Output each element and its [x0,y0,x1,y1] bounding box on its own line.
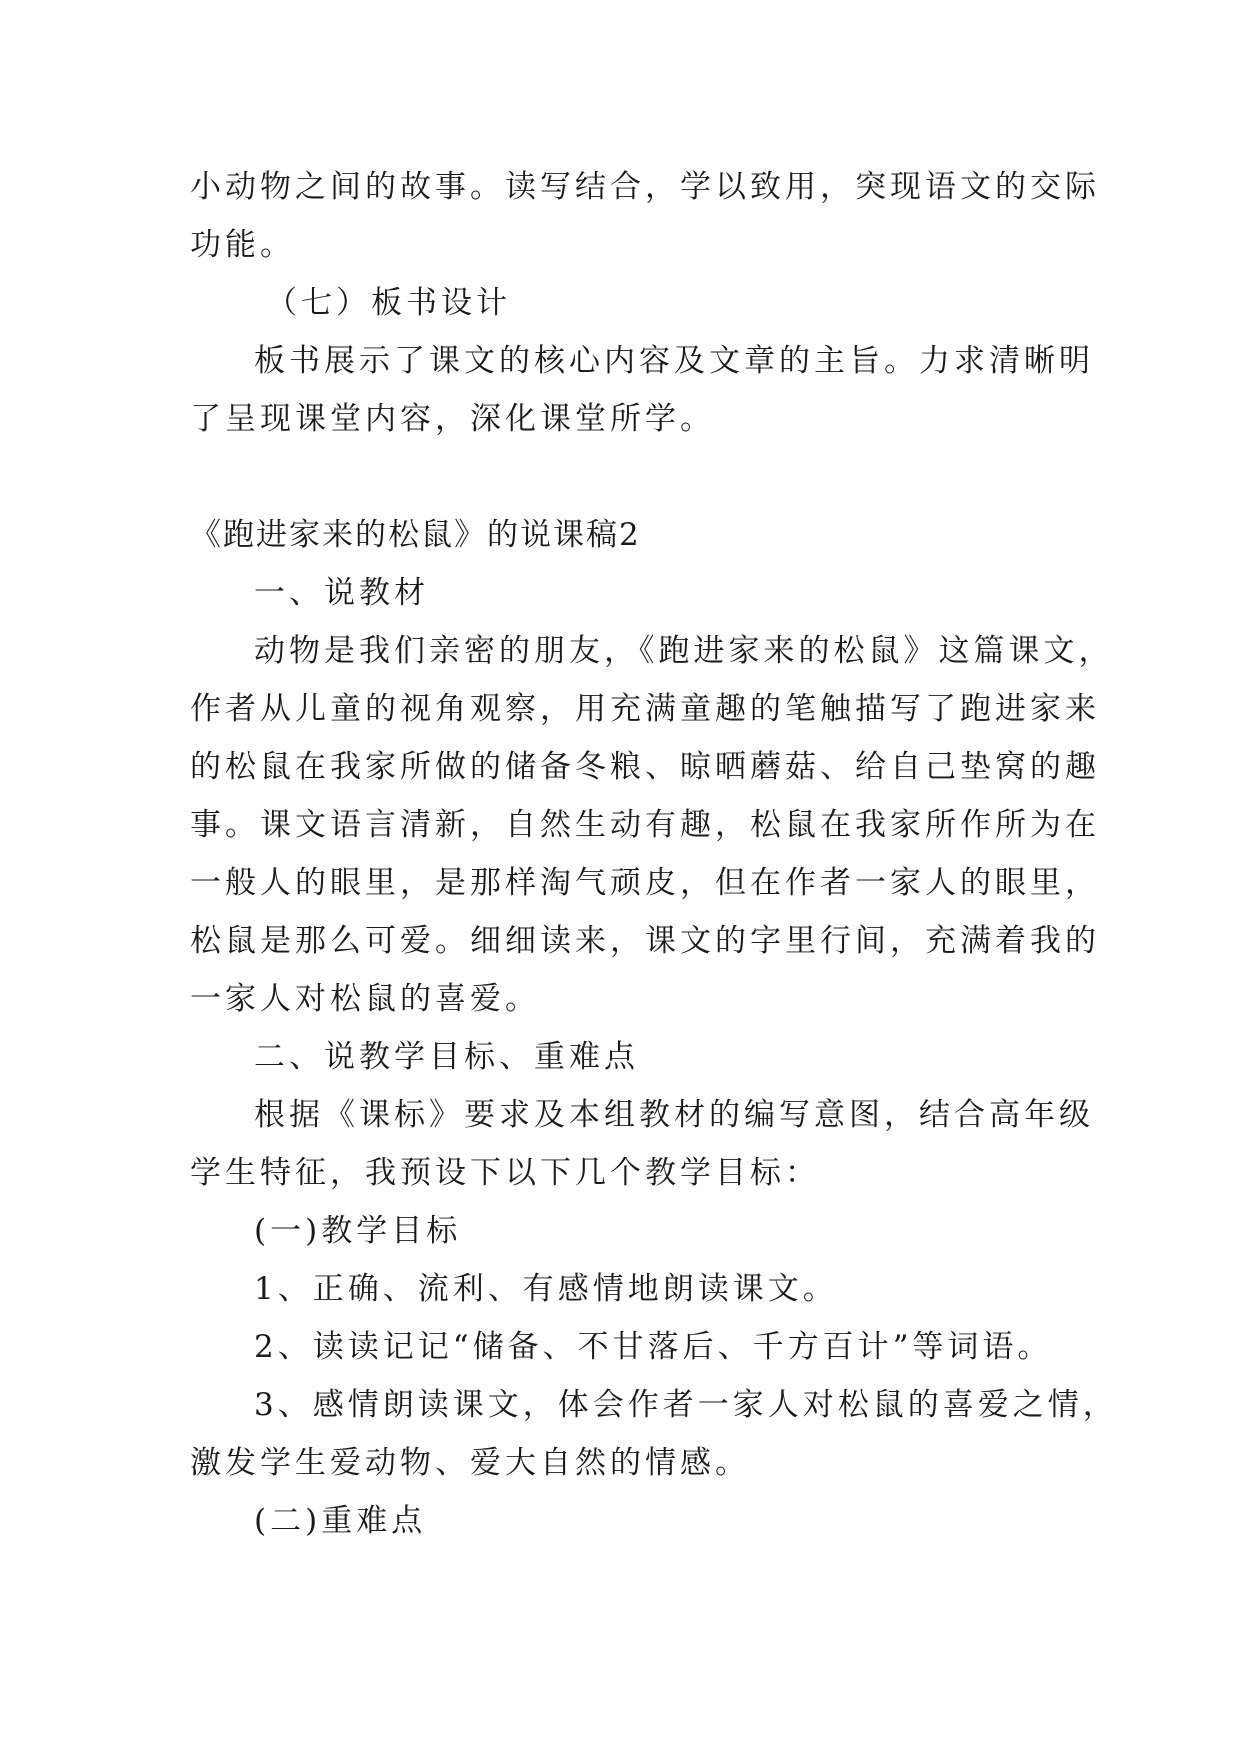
paragraph-line: 根据《课标》要求及本组教材的编写意图，结合高年级 [254,1097,1094,1133]
section-heading: （七）板书设计 [266,285,511,321]
subsection-heading: (一)教学目标 [254,1213,462,1249]
paragraph-line: 作者从儿童的视角观察，用充满童趣的笔触描写了跑进家来 [190,691,1100,727]
subsection-heading: (二)重难点 [254,1503,427,1539]
paragraph-line: 功能。 [190,227,295,263]
paragraph-line: 学生特征，我预设下以下几个教学目标： [190,1155,820,1191]
paragraph-line: 小动物之间的故事。读写结合，学以致用，突现语文的交际 [190,169,1100,205]
paragraph-line: 了呈现课堂内容，深化课堂所学。 [190,401,715,437]
section-heading: 二、说教学目标、重难点 [254,1039,639,1075]
paragraph-line: 一家人对松鼠的喜爱。 [190,981,540,1017]
document-title: 《跑进家来的松鼠》的说课稿2 [190,517,641,553]
list-item: 2、读读记记“储备、不甘落后、千方百计”等词语。 [254,1329,1053,1365]
section-heading: 一、说教材 [254,575,429,611]
paragraph-line: 激发学生爱动物、爱大自然的情感。 [190,1445,750,1481]
paragraph-line: 动物是我们亲密的朋友，《跑进家来的松鼠》这篇课文， [254,633,1114,669]
blank-line [190,448,1052,506]
paragraph-line: 的松鼠在我家所做的储备冬粮、晾晒蘑菇、给自己垫窝的趣 [190,749,1100,785]
list-item: 3、感情朗读课文，体会作者一家人对松鼠的喜爱之情， [254,1387,1118,1423]
paragraph-line: 松鼠是那么可爱。细细读来，课文的字里行间，充满着我的 [190,923,1100,959]
paragraph-line: 事。课文语言清新，自然生动有趣，松鼠在我家所作所为在 [190,807,1100,843]
document-body [190,158,1118,1550]
paragraph-line: 一般人的眼里，是那样淘气顽皮，但在作者一家人的眼里， [190,865,1100,901]
paragraph-line: 板书展示了课文的核心内容及文章的主旨。力求清晰明 [254,343,1094,379]
list-item: 1、正确、流利、有感情地朗读课文。 [254,1271,838,1307]
